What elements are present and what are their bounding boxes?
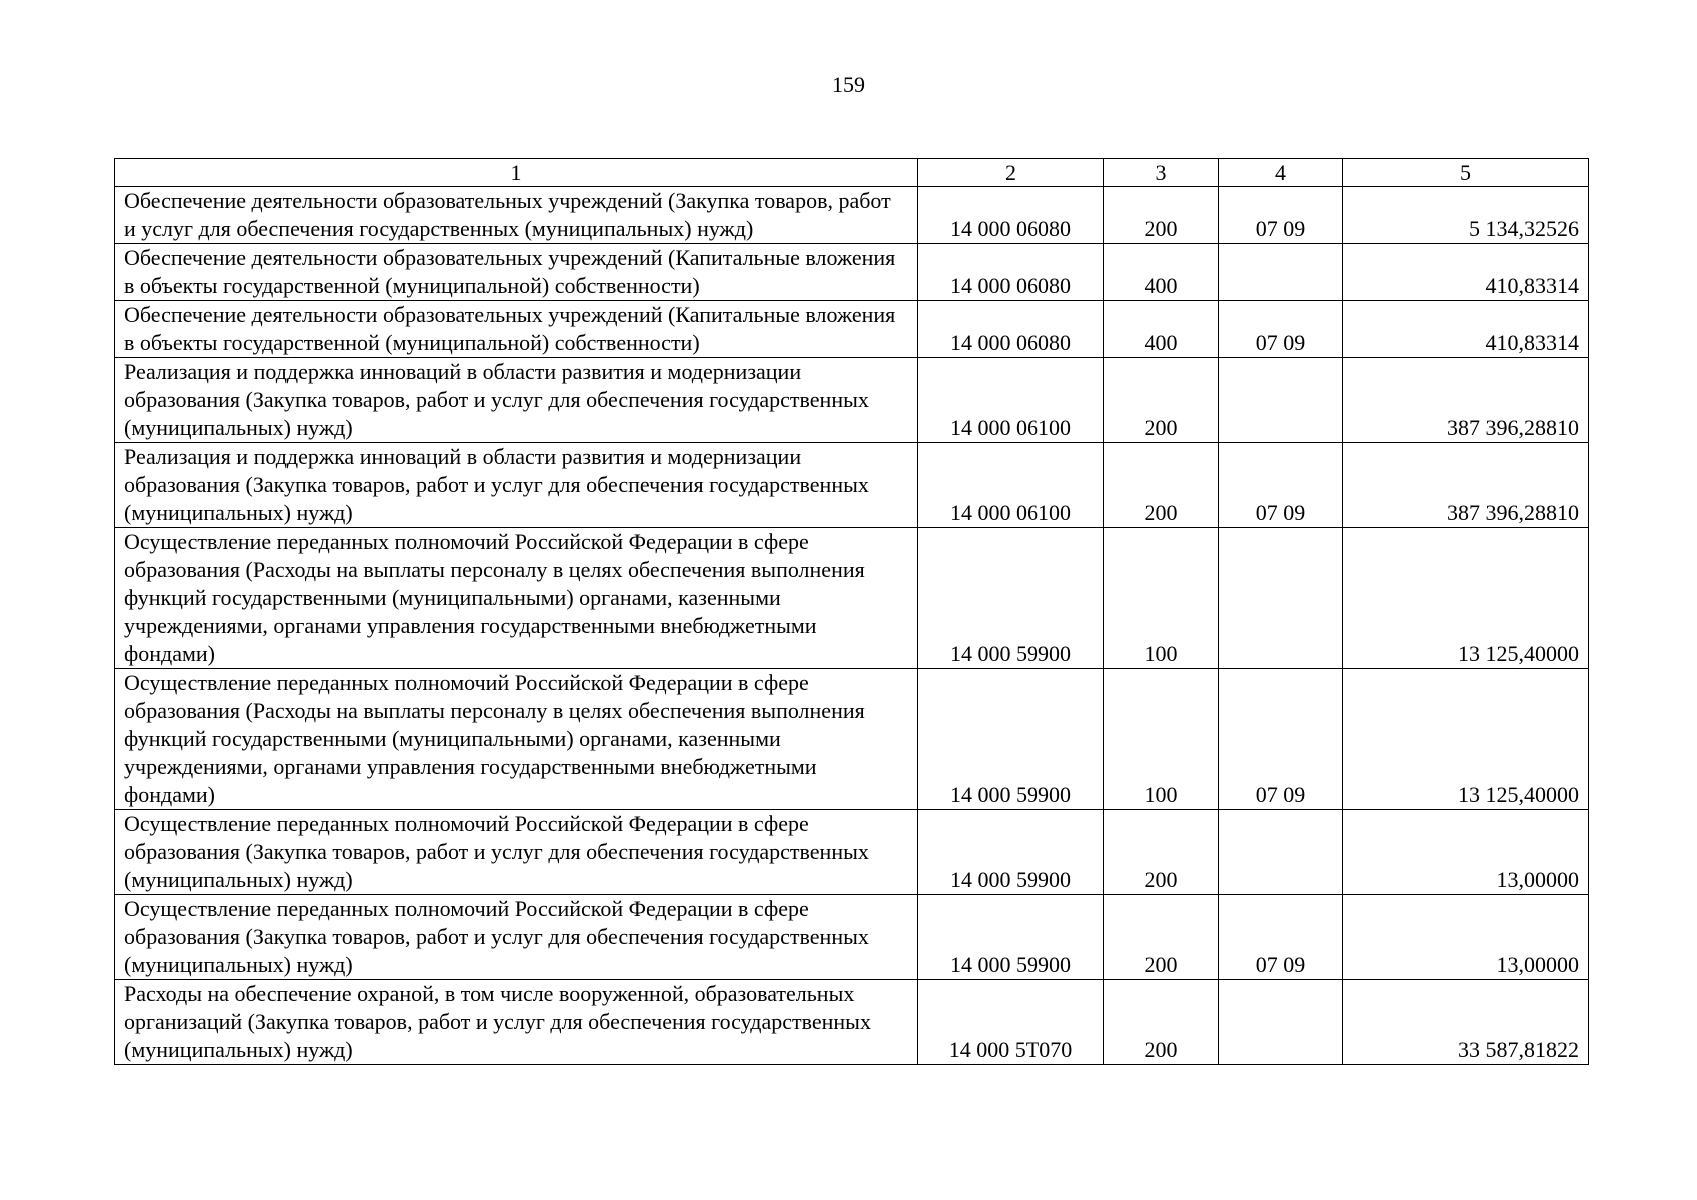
item-name-cell: Обеспечение деятельности образовательных учреждений (Капитальные вложения в объекты государственной (муниципальной) собственности): [115, 244, 918, 301]
section-cell: 07 09: [1219, 187, 1343, 244]
section-cell: [1219, 358, 1343, 443]
amount-cell: 410,83314: [1343, 301, 1589, 358]
amount-cell: 13,00000: [1343, 810, 1589, 895]
table-row: [115, 358, 1589, 443]
amount-cell: 13 125,40000: [1343, 528, 1589, 669]
table-row: [115, 301, 1589, 358]
expense-type-cell: 200: [1104, 443, 1219, 528]
target-code-cell: 14 000 06080: [918, 301, 1104, 358]
section-cell: 07 09: [1219, 669, 1343, 810]
amount-cell: 410,83314: [1343, 244, 1589, 301]
item-name-cell: Реализация и поддержка инноваций в области развития и модернизации образования (Закупка товаров, работ и услуг для обеспечения государственных (муниципальных) нужд): [115, 358, 918, 443]
target-code-cell: 14 000 06100: [918, 443, 1104, 528]
item-name-cell: Осуществление переданных полномочий Российской Федерации в сфере образования (Закупка товаров, работ и услуг для обеспечения государственных (муниципальных) нужд): [115, 810, 918, 895]
amount-cell: 387 396,28810: [1343, 443, 1589, 528]
target-code-cell: 14 000 59900: [918, 895, 1104, 980]
expense-type-cell: 200: [1104, 895, 1219, 980]
header-col-1: 1: [115, 159, 918, 187]
item-name-cell: Обеспечение деятельности образовательных учреждений (Капитальные вложения в объекты государственной (муниципальной) собственности): [115, 301, 918, 358]
amount-cell: 5 134,32526: [1343, 187, 1589, 244]
expense-type-cell: 400: [1104, 301, 1219, 358]
header-col-2: 2: [918, 159, 1104, 187]
item-name-cell: Осуществление переданных полномочий Российской Федерации в сфере образования (Закупка товаров, работ и услуг для обеспечения государственных (муниципальных) нужд): [115, 895, 918, 980]
section-cell: [1219, 528, 1343, 669]
table-row: [115, 443, 1589, 528]
table-row: [115, 895, 1589, 980]
table-row: [115, 980, 1589, 1065]
target-code-cell: 14 000 06080: [918, 244, 1104, 301]
header-row: [115, 159, 1589, 187]
section-cell: [1219, 244, 1343, 301]
header-col-4: 4: [1219, 159, 1343, 187]
expense-type-cell: 100: [1104, 669, 1219, 810]
expense-type-cell: 100: [1104, 528, 1219, 669]
amount-cell: 387 396,28810: [1343, 358, 1589, 443]
target-code-cell: 14 000 06080: [918, 187, 1104, 244]
expense-type-cell: 400: [1104, 244, 1219, 301]
section-cell: [1219, 810, 1343, 895]
target-code-cell: 14 000 5Т070: [918, 980, 1104, 1065]
header-col-5: 5: [1343, 159, 1589, 187]
target-code-cell: 14 000 59900: [918, 810, 1104, 895]
table-row: [115, 187, 1589, 244]
table-body: [115, 187, 1589, 1065]
budget-table: [114, 158, 1589, 1065]
section-cell: 07 09: [1219, 443, 1343, 528]
expense-type-cell: 200: [1104, 980, 1219, 1065]
table-row: [115, 810, 1589, 895]
table-row: [115, 244, 1589, 301]
amount-cell: 13 125,40000: [1343, 669, 1589, 810]
header-col-3: 3: [1104, 159, 1219, 187]
target-code-cell: 14 000 59900: [918, 669, 1104, 810]
item-name-cell: Реализация и поддержка инноваций в области развития и модернизации образования (Закупка товаров, работ и услуг для обеспечения государственных (муниципальных) нужд): [115, 443, 918, 528]
item-name-cell: Обеспечение деятельности образовательных учреждений (Закупка товаров, работ и услуг для обеспечения государственных (муниципальных) нужд): [115, 187, 918, 244]
target-code-cell: 14 000 06100: [918, 358, 1104, 443]
section-cell: 07 09: [1219, 895, 1343, 980]
page-number: 159: [832, 72, 865, 97]
item-name-cell: Осуществление переданных полномочий Российской Федерации в сфере образования (Расходы на выплаты персоналу в целях обеспечения выполнения функций государственными (муниципальными) органами, казенными учреждениями, органами управления государственными внебюджетными фондами): [115, 669, 918, 810]
expense-type-cell: 200: [1104, 187, 1219, 244]
item-name-cell: Осуществление переданных полномочий Российской Федерации в сфере образования (Расходы на выплаты персоналу в целях обеспечения выполнения функций государственными (муниципальными) органами, казенными учреждениями, органами управления государственными внебюджетными фондами): [115, 528, 918, 669]
item-name-cell: Расходы на обеспечение охраной, в том числе вооруженной, образовательных организаций (Закупка товаров, работ и услуг для обеспечения государственных (муниципальных) нужд): [115, 980, 918, 1065]
amount-cell: 33 587,81822: [1343, 980, 1589, 1065]
target-code-cell: 14 000 59900: [918, 528, 1104, 669]
section-cell: 07 09: [1219, 301, 1343, 358]
amount-cell: 13,00000: [1343, 895, 1589, 980]
expense-type-cell: 200: [1104, 358, 1219, 443]
section-cell: [1219, 980, 1343, 1065]
table-row: [115, 669, 1589, 810]
expense-type-cell: 200: [1104, 810, 1219, 895]
table-row: [115, 528, 1589, 669]
